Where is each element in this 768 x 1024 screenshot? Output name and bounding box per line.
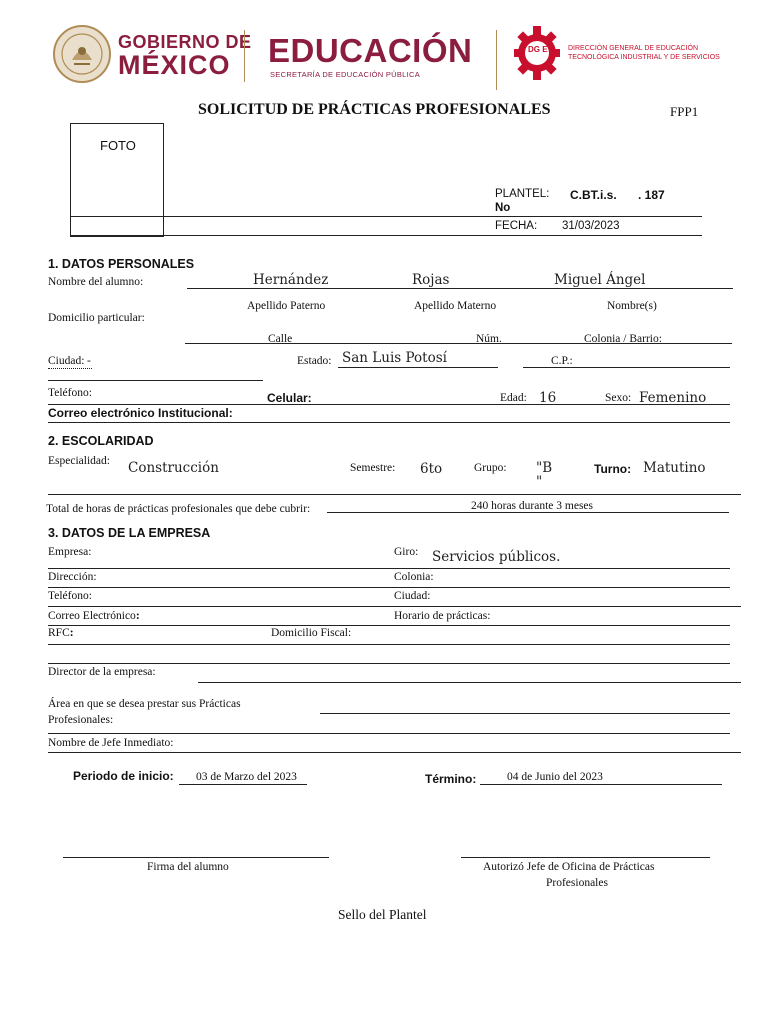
table-line-top xyxy=(70,216,702,217)
termino-line xyxy=(480,784,722,785)
fecha-label: FECHA: xyxy=(495,220,538,232)
ciudad-extra-line xyxy=(48,380,263,381)
direccion-line xyxy=(48,587,730,588)
caption-colonia: Colonia / Barrio: xyxy=(584,333,662,345)
especialidad-label: Especialidad: xyxy=(48,455,110,467)
sexo-value: Femenino xyxy=(639,390,707,406)
separator-line xyxy=(48,663,730,664)
photo-label: FOTO xyxy=(100,138,136,153)
area-bottom-line xyxy=(48,733,730,734)
rfc-colon: : xyxy=(69,627,74,639)
form-code: FPP1 xyxy=(670,104,699,119)
escolaridad-line xyxy=(48,494,741,495)
rfc-line xyxy=(48,644,730,645)
firma-jefe-label-2: Profesionales xyxy=(546,877,608,889)
ciudad-line xyxy=(48,368,92,369)
domicilio-label: Domicilio particular: xyxy=(48,312,145,324)
mexico-coat-of-arms-icon xyxy=(52,24,112,84)
gob-line-2: MÉXICO xyxy=(118,50,231,80)
area-label-1: Área en que se desea prestar sus Prácticas xyxy=(48,698,241,710)
director-line xyxy=(198,682,741,683)
plantel-number: . 187 xyxy=(638,188,665,202)
ciudad-label: Ciudad: xyxy=(48,355,85,367)
horario-label: Horario de prácticas: xyxy=(394,610,491,622)
dgeti-logo-text: DG ETI xyxy=(528,45,555,54)
nombre-line xyxy=(187,288,733,289)
direccion-label: Dirección: xyxy=(48,571,97,583)
inicio-line xyxy=(179,784,307,785)
empresa-line xyxy=(48,568,730,569)
ciudad-mark: - xyxy=(87,355,91,367)
empresa-label: Empresa: xyxy=(48,546,92,558)
director-label: Director de la empresa: xyxy=(48,666,156,678)
plantel-value: C.BT.i.s. xyxy=(570,188,617,202)
giro-value: Servicios públicos. xyxy=(432,549,561,565)
celular-label: Celular: xyxy=(267,391,312,405)
empresa-correo-colon: : xyxy=(135,610,140,622)
cp-label: C.P.: xyxy=(551,355,573,367)
plantel-label: PLANTEL: xyxy=(495,188,550,200)
nombres-value: Miguel Ángel xyxy=(554,272,646,288)
edu-subtitle: SECRETARÍA DE EDUCACIÓN PÚBLICA xyxy=(270,70,421,79)
section-1-title: 1. DATOS PERSONALES xyxy=(48,257,195,271)
rfc-text: RFC xyxy=(48,627,70,639)
horas-label: Total de horas de prácticas profesionales que debe cubrir: xyxy=(46,503,311,515)
grupo-label: Grupo: xyxy=(474,462,507,474)
termino-value: 04 de Junio del 2023 xyxy=(507,771,603,783)
section-3-title: 3. DATOS DE LA EMPRESA xyxy=(48,526,211,540)
telefono-label: Teléfono: xyxy=(48,387,92,399)
grupo-value: "B xyxy=(536,460,553,476)
empresa-telefono-label: Teléfono: xyxy=(48,590,92,602)
jefe-line xyxy=(48,752,741,753)
sexo-label: Sexo: xyxy=(605,392,632,404)
caption-paterno: Apellido Paterno xyxy=(247,300,326,312)
apellido-materno-value: Rojas xyxy=(412,272,450,288)
termino-label: Término: xyxy=(425,772,477,786)
gob-line-1: GOBIERNO DE xyxy=(118,32,252,52)
especialidad-value: Construcción xyxy=(128,460,219,476)
sello-label: Sello del Plantel xyxy=(338,907,427,922)
telefono-empresa-line xyxy=(48,606,741,607)
telefono-line xyxy=(48,404,730,405)
document-title: SOLICITUD DE PRÁCTICAS PROFESIONALES xyxy=(198,101,551,118)
grupo-value-quote: " xyxy=(536,474,543,490)
estado-value: San Luis Potosí xyxy=(342,350,447,366)
semestre-label: Semestre: xyxy=(350,462,396,474)
header-divider-1 xyxy=(244,30,245,82)
horas-value: 240 horas durante 3 meses xyxy=(471,500,593,512)
empresa-correo-text: Correo Electrónico xyxy=(48,610,136,622)
edad-value: 16 xyxy=(539,390,557,406)
fiscal-label: Domicilio Fiscal: xyxy=(271,627,352,639)
section-2-title: 2. ESCOLARIDAD xyxy=(48,434,154,448)
estado-label: Estado: xyxy=(297,355,332,367)
firma-jefe-label-1: Autorizó Jefe de Oficina de Prácticas xyxy=(483,861,655,873)
caption-calle: Calle xyxy=(268,333,293,345)
area-label-2: Profesionales: xyxy=(48,714,114,726)
caption-nombre: Nombre(s) xyxy=(607,300,657,312)
firma-jefe-line xyxy=(461,857,710,858)
caption-materno: Apellido Materno xyxy=(414,300,497,312)
plantel-no-label: No xyxy=(495,202,511,214)
inicio-label: Periodo de inicio: xyxy=(73,769,174,783)
turno-label: Turno: xyxy=(594,462,632,476)
correo-empresa-line xyxy=(48,625,730,626)
edad-label: Edad: xyxy=(500,392,527,404)
dgeti-line-1: DIRECCIÓN GENERAL DE EDUCACIÓN xyxy=(568,45,699,52)
estado-line xyxy=(338,367,498,368)
turno-value: Matutino xyxy=(643,460,706,476)
colonia-label: Colonia: xyxy=(394,571,434,583)
caption-num: Núm. xyxy=(476,333,502,345)
apellido-paterno-value: Hernández xyxy=(253,272,329,288)
nombre-label: Nombre del alumno: xyxy=(48,276,144,288)
edu-title: EDUCACIÓN xyxy=(268,32,473,69)
header-divider-2 xyxy=(496,30,497,90)
dgeti-line-2: TECNOLÓGICA INDUSTRIAL Y DE SERVICIOS xyxy=(568,54,720,61)
giro-label: Giro: xyxy=(394,546,419,558)
table-line-bottom xyxy=(70,235,702,236)
semestre-value: 6to xyxy=(420,461,443,477)
empresa-ciudad-label: Ciudad: xyxy=(394,590,431,602)
firma-alumno-line xyxy=(63,857,329,858)
empresa-correo-label xyxy=(48,610,140,622)
horas-line xyxy=(327,512,729,513)
correo-inst-line xyxy=(48,422,730,423)
domicilio-line xyxy=(185,343,732,344)
cp-line xyxy=(523,367,730,368)
fecha-value: 31/03/2023 xyxy=(562,220,620,232)
rfc-label xyxy=(48,627,74,639)
correo-inst-label: Correo electrónico Institucional: xyxy=(48,406,233,420)
firma-alumno-label: Firma del alumno xyxy=(147,861,229,873)
jefe-label: Nombre de Jefe Inmediato: xyxy=(48,737,174,749)
inicio-value: 03 de Marzo del 2023 xyxy=(196,771,297,783)
area-line xyxy=(320,713,730,714)
